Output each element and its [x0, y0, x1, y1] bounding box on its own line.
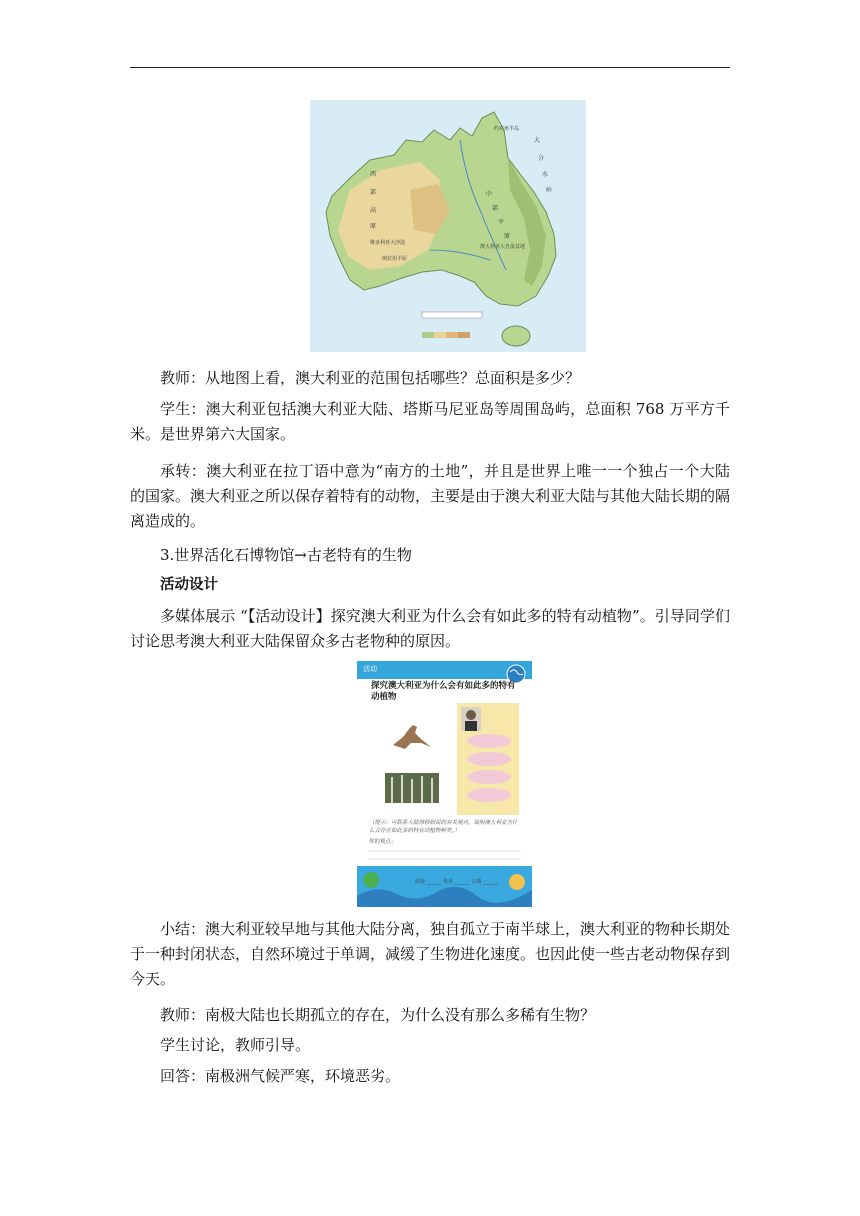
continental-drift-diagram — [457, 703, 519, 815]
map-label: 澳大利亚大自流盆地 — [480, 244, 526, 250]
map-tasmania — [502, 326, 530, 346]
map-label: 岭 — [546, 187, 553, 194]
map-label: 约克角半岛 — [494, 126, 520, 132]
australia-map — [310, 100, 586, 352]
map-label: 纳拉伯平原 — [382, 256, 408, 262]
worksheet-footer-band — [357, 866, 532, 907]
map-legend-swatch — [434, 332, 446, 338]
worksheet-hint: （提示：可联系大陆漂移假说的有关观点，说明澳大利亚为什么会存在如此多的特有动植物种类。） — [369, 820, 518, 834]
paragraph-student-answer: 学生：澳大利亚包括澳大利亚大陆、塔斯马尼亚岛等周围岛屿，总面积 768 万平方千米。是世界第六大国家。 — [130, 400, 730, 443]
map-legend-swatch — [446, 332, 458, 338]
activity-worksheet-image — [357, 661, 532, 907]
paragraph-transition: 承转：澳大利亚在拉丁语中意为“南方的土地”，并且是世界上唯一一个独占一个大陆的国家。澳大利亚之所以保存着特有的动物，主要是由于澳大利亚大陆与其他大陆长期的隔离造成的。 — [130, 462, 731, 530]
map-label: 维多利亚大沙漠 — [370, 240, 406, 246]
header-rule — [130, 67, 730, 68]
paragraph-summary: 小结：澳大利亚较早地与其他大陆分离，独自孤立于南半球上，澳大利亚的物种长期处于一种封闭状态，自然环境过于单调，减缓了生物进化速度。也因此使一些古老动物保存到今天。 — [130, 920, 731, 988]
map-label: 原 — [504, 233, 511, 240]
map-label: 原 — [370, 223, 377, 230]
eucalyptus-forest-photo — [385, 773, 439, 803]
map-label: 西 — [370, 171, 377, 178]
paragraph-teacher-antarctica: 教师：南极大陆也长期孤立的存在，为什么没有那么多稀有生物？ — [160, 1006, 596, 1024]
map-scale-bar — [422, 312, 482, 318]
paragraph-answer: 回答：南极洲气候严寒，环境恶劣。 — [160, 1067, 401, 1085]
worksheet-answer-lines — [369, 847, 521, 863]
activity-heading: 活动设计 — [160, 577, 218, 593]
worksheet-answer-label: 你的观点： — [369, 839, 397, 845]
paragraph-discussion: 学生讨论，教师引导。 — [160, 1036, 311, 1054]
paragraph-teacher-question: 教师：从地图上看，澳大利亚的范围包括哪些？总面积是多少？ — [160, 369, 581, 387]
map-label: 平 — [498, 219, 505, 226]
paragraph-multimedia: 多媒体展示 “【活动设计】探究澳大利亚为什么会有如此多的特有动植物”。引导同学们讨论思考澳大利亚大陆保留众多古老物种的原因。 — [130, 607, 730, 650]
map-label: 大 — [534, 137, 541, 144]
worksheet-title: 探究澳大利亚为什么会有如此多的特有动植物 — [371, 681, 516, 702]
map-legend-swatch — [458, 332, 470, 338]
map-label: 分 — [538, 155, 545, 162]
kangaroo-icon — [385, 719, 435, 751]
map-label: 部 — [370, 189, 377, 196]
map-label: 部 — [492, 205, 499, 212]
map-label: 水 — [542, 171, 549, 178]
map-label: 中 — [486, 191, 493, 198]
worksheet-tag: 活动 — [363, 665, 377, 673]
section-heading: 3.世界活化石博物馆→古老特有的生物 — [160, 546, 412, 564]
map-label: 高 — [370, 207, 377, 214]
map-legend-swatch — [422, 332, 434, 338]
worksheet-footer-fields: 班级 ______ 姓名 ______ 日期 ______ — [415, 879, 498, 885]
